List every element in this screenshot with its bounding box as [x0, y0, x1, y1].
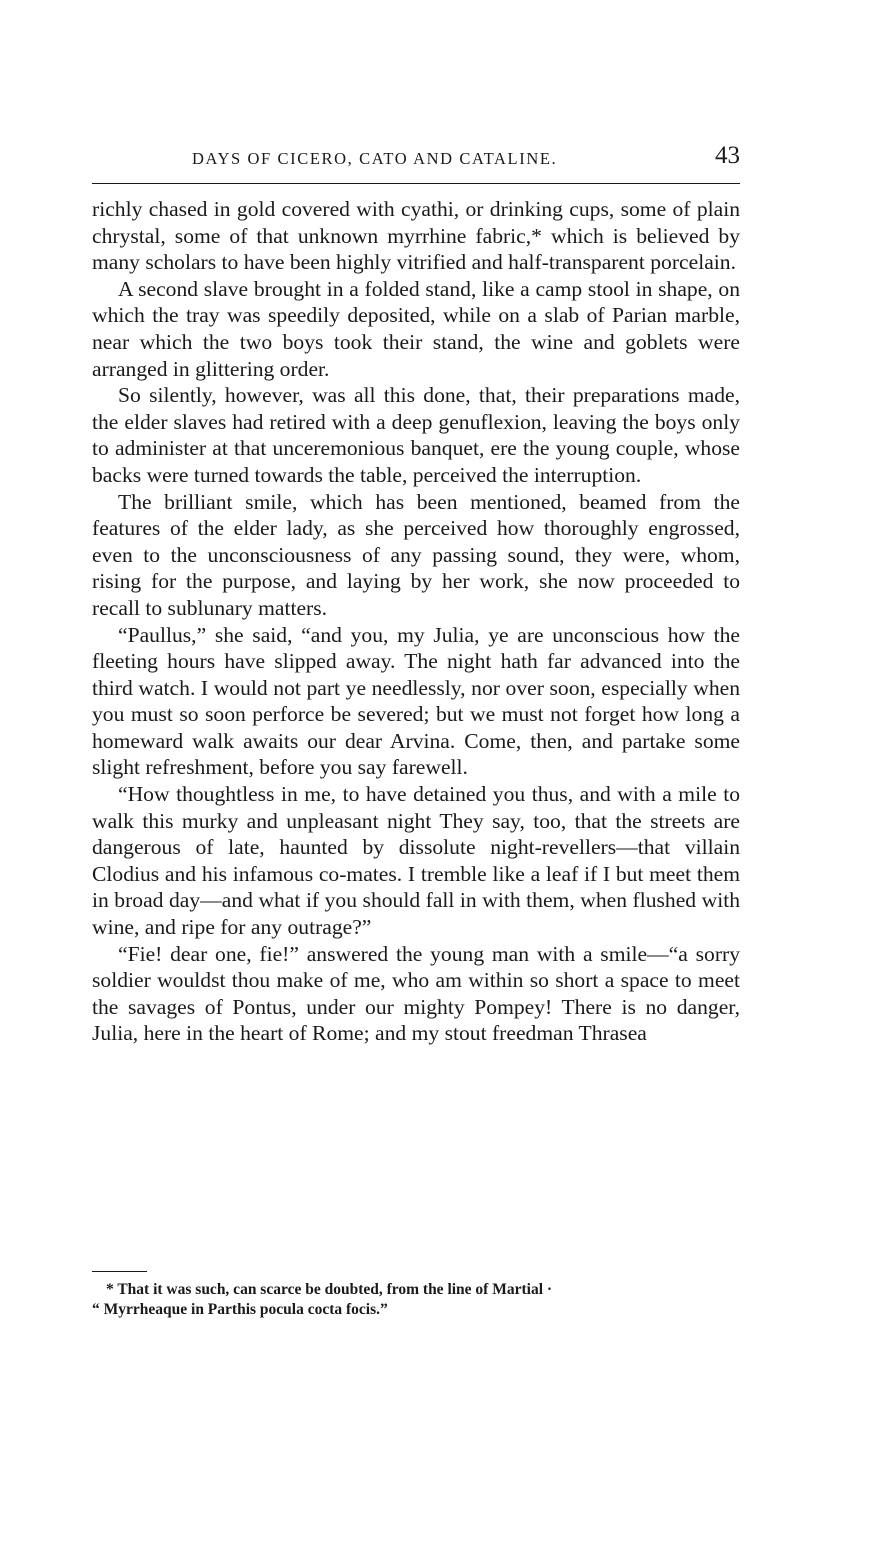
paragraph: richly chased in gold covered with cyathi, or drinking cups, some of plain chrystal, some of that unknown myrrhine fabric,* which is believed by many scholars to have been highly vitrified and half-transparent porcelain.: [92, 197, 740, 275]
page-number: 43: [715, 142, 740, 169]
paragraph: So silently, however, was all this done, that, their preparations made, the elder slaves had retired with a deep genuflexion, leaving the boys only to administer at that unceremonious banquet, ere the young couple, whose backs were turned towards the table, perceived the interruption.: [92, 383, 740, 487]
paragraph: “How thoughtless in me, to have detained you thus, and with a mile to walk this murky and unpleasant night They say, too, that the streets are dangerous of late, haunted by dissolute night-revellers—that villain Clodius and his infamous co-mates. I tremble like a leaf if I but meet them in broad day—and what if you should fall in with them, when flushed with wine, and ripe for any outrage?”: [92, 782, 740, 940]
footnote-text: * That it was such, can scarce be doubted, from the line of Martial ·: [106, 1281, 553, 1298]
footnote-quote: “ Myrrheaque in Parthis pocula cocta focis.”: [92, 1301, 388, 1318]
paragraph: “Paullus,” she said, “and you, my Julia, ye are unconscious how the fleeting hours have slipped away. The night hath far advanced into the third watch. I would not part ye needlessly, nor over soon, especially when you must so soon perforce be severed; but we must not forget how long a homeward walk awaits our dear Arvina. Come, then, and partake some slight refreshment, before you say farewell.: [92, 622, 740, 780]
footnote-rule: [92, 1271, 147, 1272]
paragraph: A second slave brought in a folded stand, like a camp stool in shape, on which the tray was speedily deposited, while on a slab of Parian marble, near which the two boys took their stand, the wine and goblets were arranged in glittering order.: [92, 276, 740, 381]
body-text: [92, 196, 740, 1047]
page-header: [92, 142, 740, 181]
paragraph: “Fie! dear one, fie!” answered the young man with a smile—“a sorry soldier wouldst thou make of me, who am within so short a space to meet the savages of Pontus, under our mighty Pompey! There is no danger, Julia, here in the heart of Rome; and my stout freedman Thrasea: [92, 941, 740, 1046]
running-head: DAYS OF CICERO, CATO AND CATALINE.: [192, 149, 558, 168]
footnotes: [92, 1280, 740, 1320]
header-rule: [92, 183, 740, 184]
paragraph: The brilliant smile, which has been mentioned, beamed from the features of the elder lady, as she perceived how thoroughly engrossed, even to the unconsciousness of any passing sound, they were, whom, rising for the purpose, and laying by her work, she now proceeded to recall to sublunary matters.: [92, 489, 740, 620]
